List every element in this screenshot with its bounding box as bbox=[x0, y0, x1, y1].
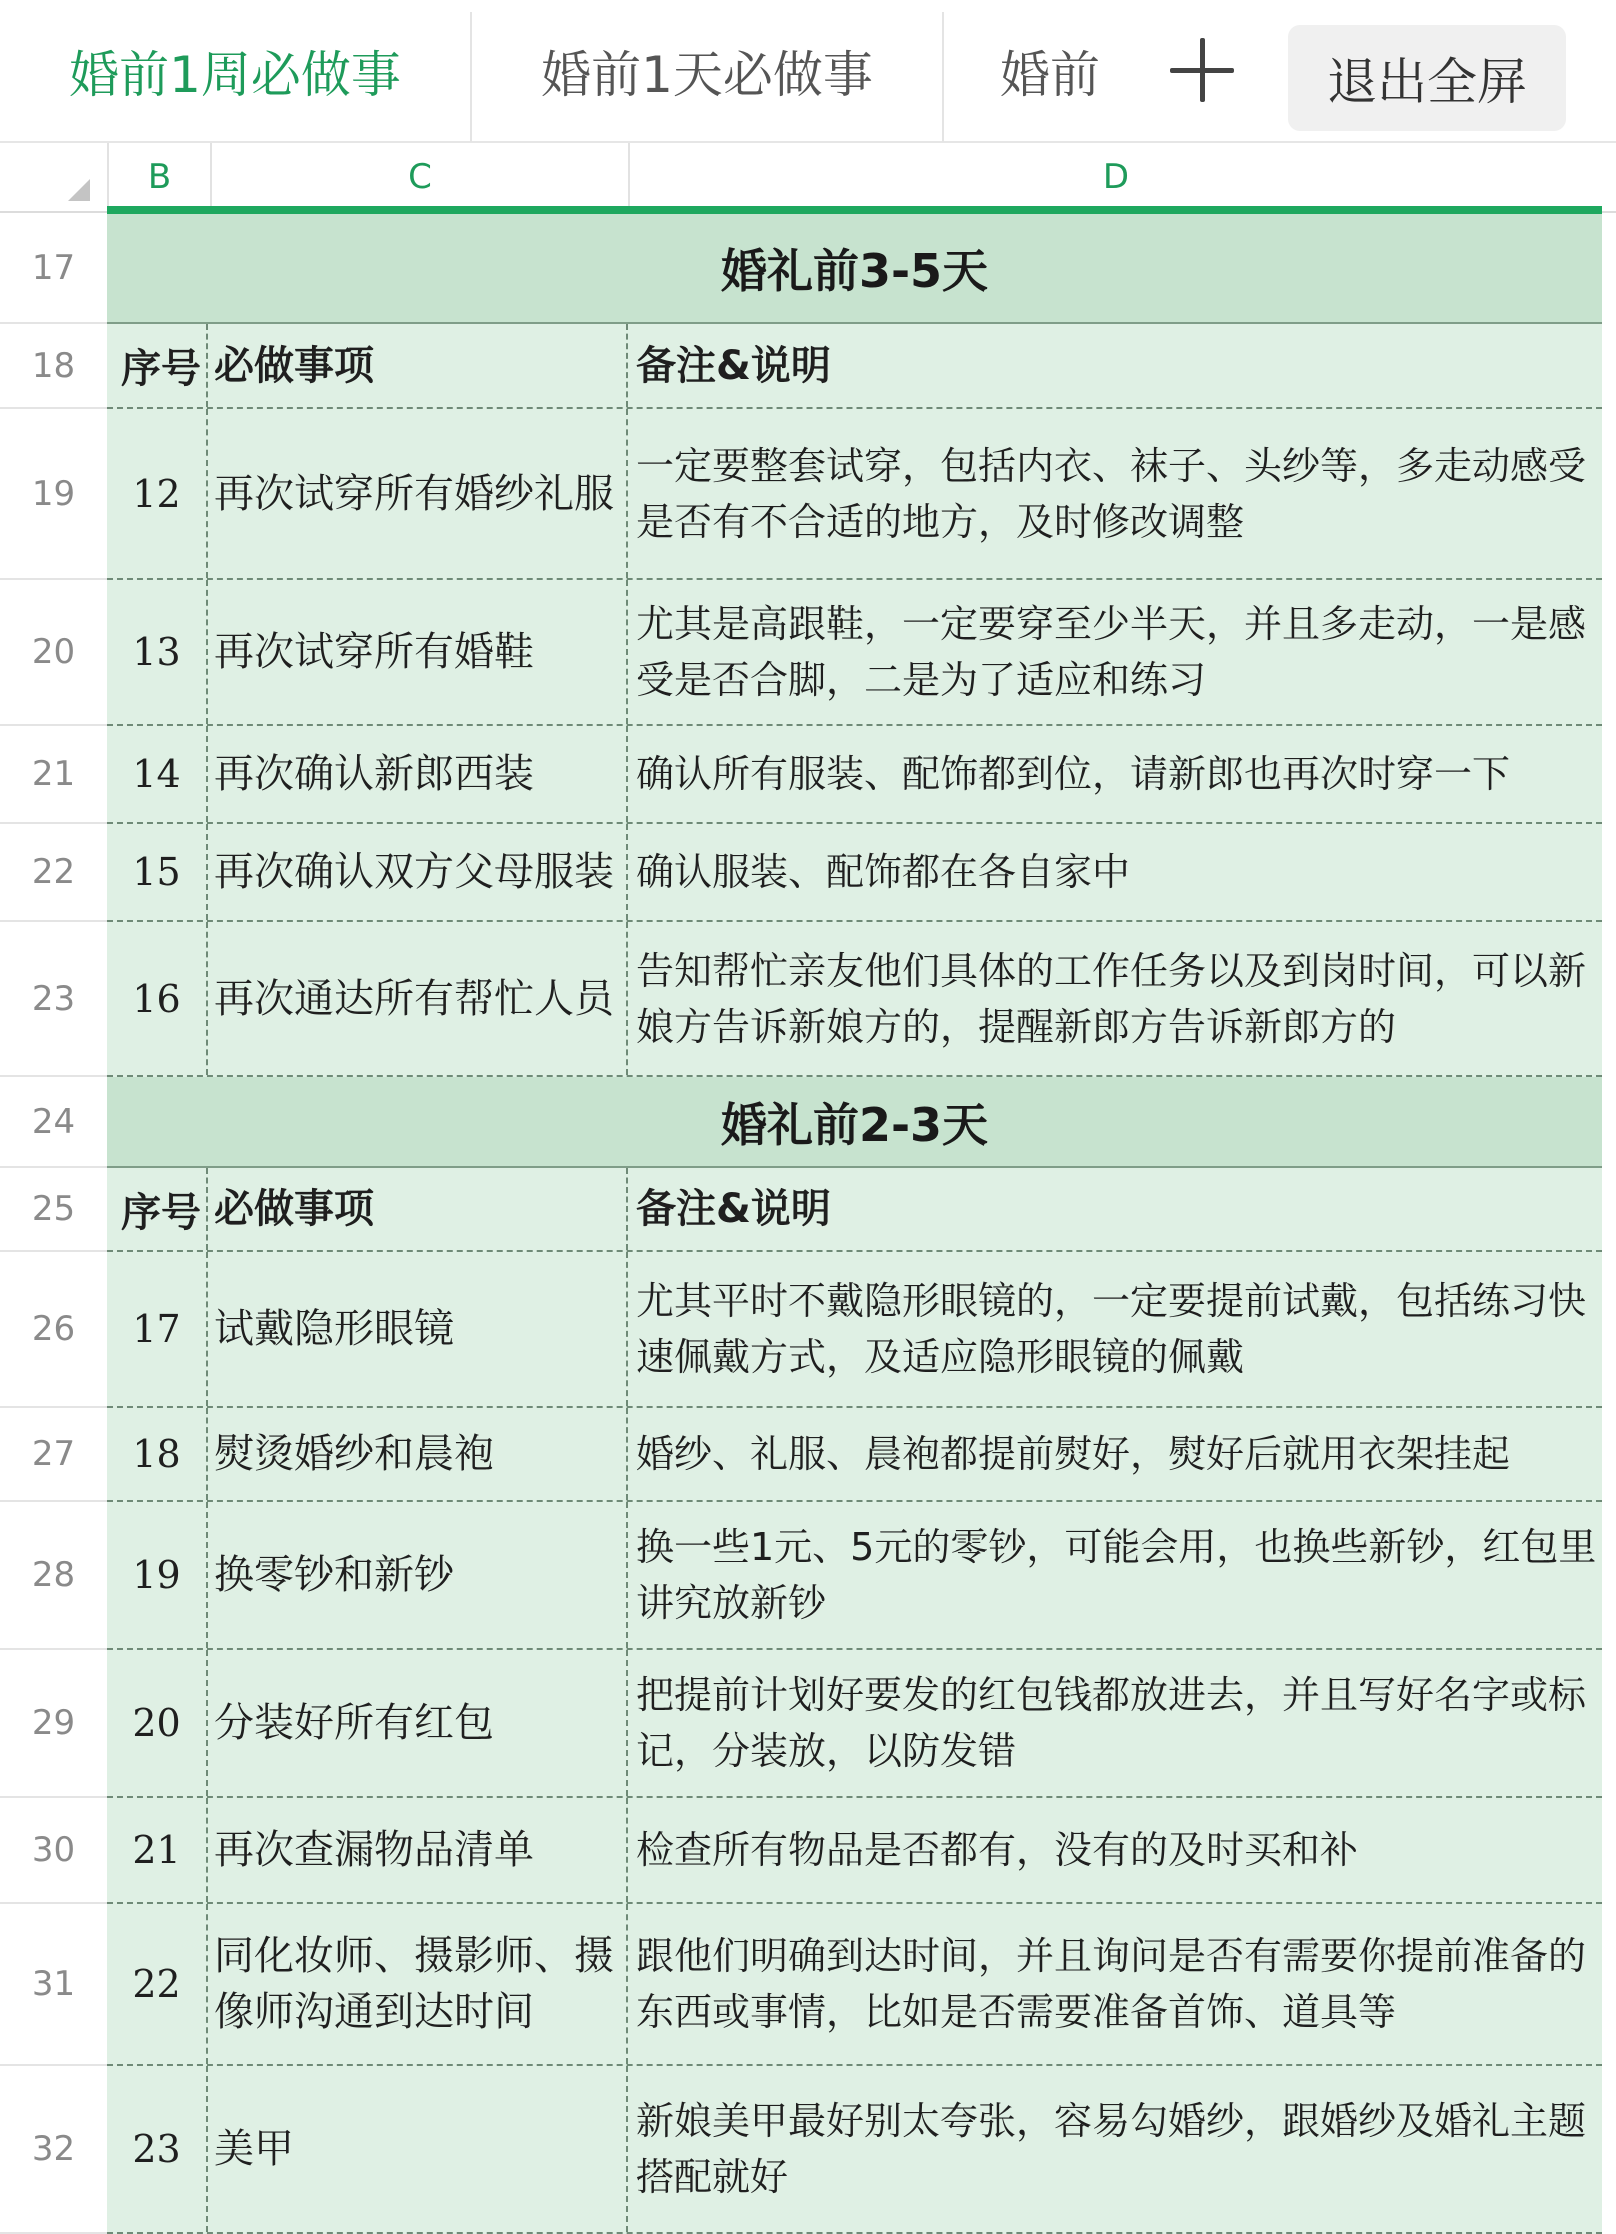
table-row bbox=[0, 1252, 1616, 1408]
row-number[interactable]: 27 bbox=[0, 1408, 107, 1502]
row-cells bbox=[107, 2066, 1602, 2234]
row-number[interactable]: 29 bbox=[0, 1650, 107, 1798]
tab-divider bbox=[942, 12, 944, 142]
section-title: 婚礼前3-5天 bbox=[720, 244, 989, 298]
row-number[interactable]: 31 bbox=[0, 1904, 107, 2066]
header-cell-task[interactable]: 必做事项 bbox=[208, 324, 628, 407]
column-header-b[interactable]: B bbox=[107, 143, 210, 211]
cell-task[interactable]: 再次通达所有帮忙人员 bbox=[208, 922, 628, 1075]
cell-notes-text: 确认服装、配饰都在各自家中 bbox=[636, 850, 1131, 894]
cell-index[interactable]: 18 bbox=[107, 1408, 208, 1500]
table-row bbox=[0, 1408, 1616, 1502]
section-cell[interactable] bbox=[107, 214, 1602, 324]
header-cell-task[interactable]: 必做事项 bbox=[208, 1168, 628, 1250]
cell-notes-text: 新娘美甲最好别太夸张，容易勾婚纱，跟婚纱及婚礼主题搭配就好 bbox=[636, 2099, 1587, 2199]
cell-notes[interactable] bbox=[628, 1408, 1602, 1500]
cell-notes-text: 告知帮忙亲友他们具体的工作任务以及到岗时间，可以新娘方告诉新娘方的，提醒新郎方告诉新郎方的 bbox=[636, 948, 1587, 1049]
column-header-d[interactable]: D bbox=[628, 143, 1602, 211]
frozen-header-line bbox=[107, 206, 1602, 214]
exit-fullscreen-button[interactable]: 退出全屏 bbox=[1288, 25, 1566, 131]
table-row bbox=[0, 580, 1616, 726]
cell-task[interactable]: 分装好所有红包 bbox=[208, 1650, 628, 1796]
cell-notes[interactable] bbox=[628, 1904, 1602, 2064]
row-cells bbox=[107, 1904, 1602, 2066]
table-row bbox=[0, 324, 1616, 409]
cell-notes[interactable] bbox=[628, 726, 1602, 822]
cell-task[interactable]: 换零钞和新钞 bbox=[208, 1502, 628, 1648]
tab-wedding-1-week[interactable]: 婚前1周必做事 bbox=[69, 45, 401, 104]
cell-notes-text: 检查所有物品是否都有，没有的及时买和补 bbox=[636, 1828, 1359, 1872]
cell-notes[interactable] bbox=[628, 580, 1602, 724]
cell-notes[interactable] bbox=[628, 824, 1602, 920]
sheet-tab-bar bbox=[0, 0, 1616, 143]
table-row bbox=[0, 1650, 1616, 1798]
row-cells bbox=[107, 409, 1602, 580]
cell-task[interactable]: 再次确认新郎西装 bbox=[208, 726, 628, 822]
table-row bbox=[0, 1798, 1616, 1904]
row-cells bbox=[107, 922, 1602, 1077]
column-header-c[interactable]: C bbox=[210, 143, 628, 211]
table-row bbox=[0, 922, 1616, 1077]
cell-notes[interactable] bbox=[628, 409, 1602, 578]
cell-index[interactable]: 16 bbox=[107, 922, 208, 1075]
section-cell[interactable] bbox=[107, 1077, 1602, 1168]
table-row bbox=[0, 1502, 1616, 1650]
row-number[interactable]: 25 bbox=[0, 1168, 107, 1252]
cell-index[interactable]: 17 bbox=[107, 1252, 208, 1406]
header-cell-notes[interactable]: 备注&说明 bbox=[636, 1186, 831, 1232]
cell-task[interactable]: 再次查漏物品清单 bbox=[208, 1798, 628, 1902]
table-header-row bbox=[107, 324, 1602, 409]
cell-notes-text: 尤其是高跟鞋，一定要穿至少半天，并且多走动，一是感受是否合脚，二是为了适应和练习 bbox=[636, 602, 1587, 702]
table-header-row bbox=[107, 1168, 1602, 1252]
header-cell-index[interactable]: 序号 bbox=[107, 324, 208, 407]
cell-notes-text: 确认所有服装、配饰都到位，请新郎也再次时穿一下 bbox=[636, 752, 1511, 796]
cell-index[interactable]: 14 bbox=[107, 726, 208, 822]
table-row bbox=[0, 1904, 1616, 2066]
cell-notes[interactable] bbox=[628, 1252, 1602, 1406]
table-row bbox=[0, 1077, 1616, 1168]
cell-notes-text: 一定要整套试穿，包括内衣、袜子、头纱等，多走动感受是否有不合适的地方，及时修改调整 bbox=[636, 443, 1587, 544]
row-cells bbox=[107, 1650, 1602, 1798]
row-number[interactable]: 24 bbox=[0, 1077, 107, 1168]
table-row bbox=[0, 1168, 1616, 1252]
cell-task[interactable]: 再次试穿所有婚纱礼服 bbox=[208, 409, 628, 578]
row-number[interactable]: 32 bbox=[0, 2066, 107, 2234]
cell-index[interactable]: 22 bbox=[107, 1904, 208, 2064]
cell-notes[interactable] bbox=[628, 1650, 1602, 1796]
cell-task[interactable]: 再次确认双方父母服装 bbox=[208, 824, 628, 920]
cell-index[interactable]: 13 bbox=[107, 580, 208, 724]
table-row bbox=[0, 2066, 1616, 2234]
column-header-bar bbox=[0, 143, 1616, 213]
row-number[interactable]: 21 bbox=[0, 726, 107, 824]
cell-notes[interactable] bbox=[628, 2066, 1602, 2232]
table-row bbox=[0, 824, 1616, 922]
header-cell-index[interactable]: 序号 bbox=[107, 1168, 208, 1250]
row-number[interactable]: 19 bbox=[0, 409, 107, 580]
cell-index[interactable]: 12 bbox=[107, 409, 208, 578]
section-title: 婚礼前2-3天 bbox=[720, 1097, 989, 1152]
row-cells bbox=[107, 726, 1602, 824]
row-cells bbox=[107, 1252, 1602, 1408]
row-number[interactable]: 20 bbox=[0, 580, 107, 726]
row-number[interactable]: 30 bbox=[0, 1798, 107, 1904]
table-row bbox=[0, 409, 1616, 580]
cell-notes[interactable] bbox=[628, 1502, 1602, 1648]
cell-index[interactable]: 15 bbox=[107, 824, 208, 920]
cell-index[interactable]: 23 bbox=[107, 2066, 208, 2232]
cell-task[interactable]: 同化妆师、摄影师、摄像师沟通到达时间 bbox=[208, 1904, 628, 2064]
tab-wedding-more[interactable]: 婚前 bbox=[1000, 45, 1100, 104]
cell-notes[interactable] bbox=[628, 922, 1602, 1075]
row-cells bbox=[107, 824, 1602, 922]
cell-task[interactable]: 熨烫婚纱和晨袍 bbox=[208, 1408, 628, 1500]
table-row bbox=[0, 214, 1616, 324]
cell-task[interactable]: 美甲 bbox=[208, 2066, 628, 2232]
tab-wedding-1-day[interactable]: 婚前1天必做事 bbox=[541, 45, 873, 104]
cell-notes-text: 换一些1元、5元的零钞，可能会用，也换些新钞，红包里讲究放新钞 bbox=[636, 1525, 1597, 1625]
cell-index[interactable]: 19 bbox=[107, 1502, 208, 1648]
header-cell-notes[interactable]: 备注&说明 bbox=[636, 342, 831, 389]
row-number[interactable]: 22 bbox=[0, 824, 107, 922]
cell-notes[interactable] bbox=[628, 1798, 1602, 1902]
row-cells bbox=[107, 1502, 1602, 1650]
cell-task[interactable]: 试戴隐形眼镜 bbox=[208, 1252, 628, 1406]
row-cells bbox=[107, 580, 1602, 726]
row-cells bbox=[107, 1408, 1602, 1502]
row-number[interactable]: 17 bbox=[0, 214, 107, 324]
cell-index[interactable]: 20 bbox=[107, 1650, 208, 1796]
row-cells bbox=[107, 1798, 1602, 1904]
cell-notes-text: 婚纱、礼服、晨袍都提前熨好，熨好后就用衣架挂起 bbox=[636, 1432, 1511, 1476]
row-number[interactable]: 26 bbox=[0, 1252, 107, 1408]
add-sheet-icon[interactable] bbox=[1170, 38, 1234, 102]
cell-notes-text: 尤其平时不戴隐形眼镜的，一定要提前试戴，包括练习快速佩戴方式，及适应隐形眼镜的佩戴 bbox=[636, 1279, 1587, 1379]
table-row bbox=[0, 726, 1616, 824]
grid-right-edge bbox=[1602, 214, 1616, 2234]
cell-index[interactable]: 21 bbox=[107, 1798, 208, 1902]
cell-notes-text: 把提前计划好要发的红包钱都放进去，并且写好名字或标记，分装放，以防发错 bbox=[636, 1673, 1587, 1773]
cell-task[interactable]: 再次试穿所有婚鞋 bbox=[208, 580, 628, 724]
cell-notes-text: 跟他们明确到达时间，并且询问是否有需要你提前准备的东西或事情，比如是否需要准备首饰、道具等 bbox=[636, 1934, 1587, 2034]
row-number[interactable]: 28 bbox=[0, 1502, 107, 1650]
row-number[interactable]: 23 bbox=[0, 922, 107, 1077]
row-number[interactable]: 18 bbox=[0, 324, 107, 409]
select-all-icon[interactable] bbox=[68, 179, 90, 201]
